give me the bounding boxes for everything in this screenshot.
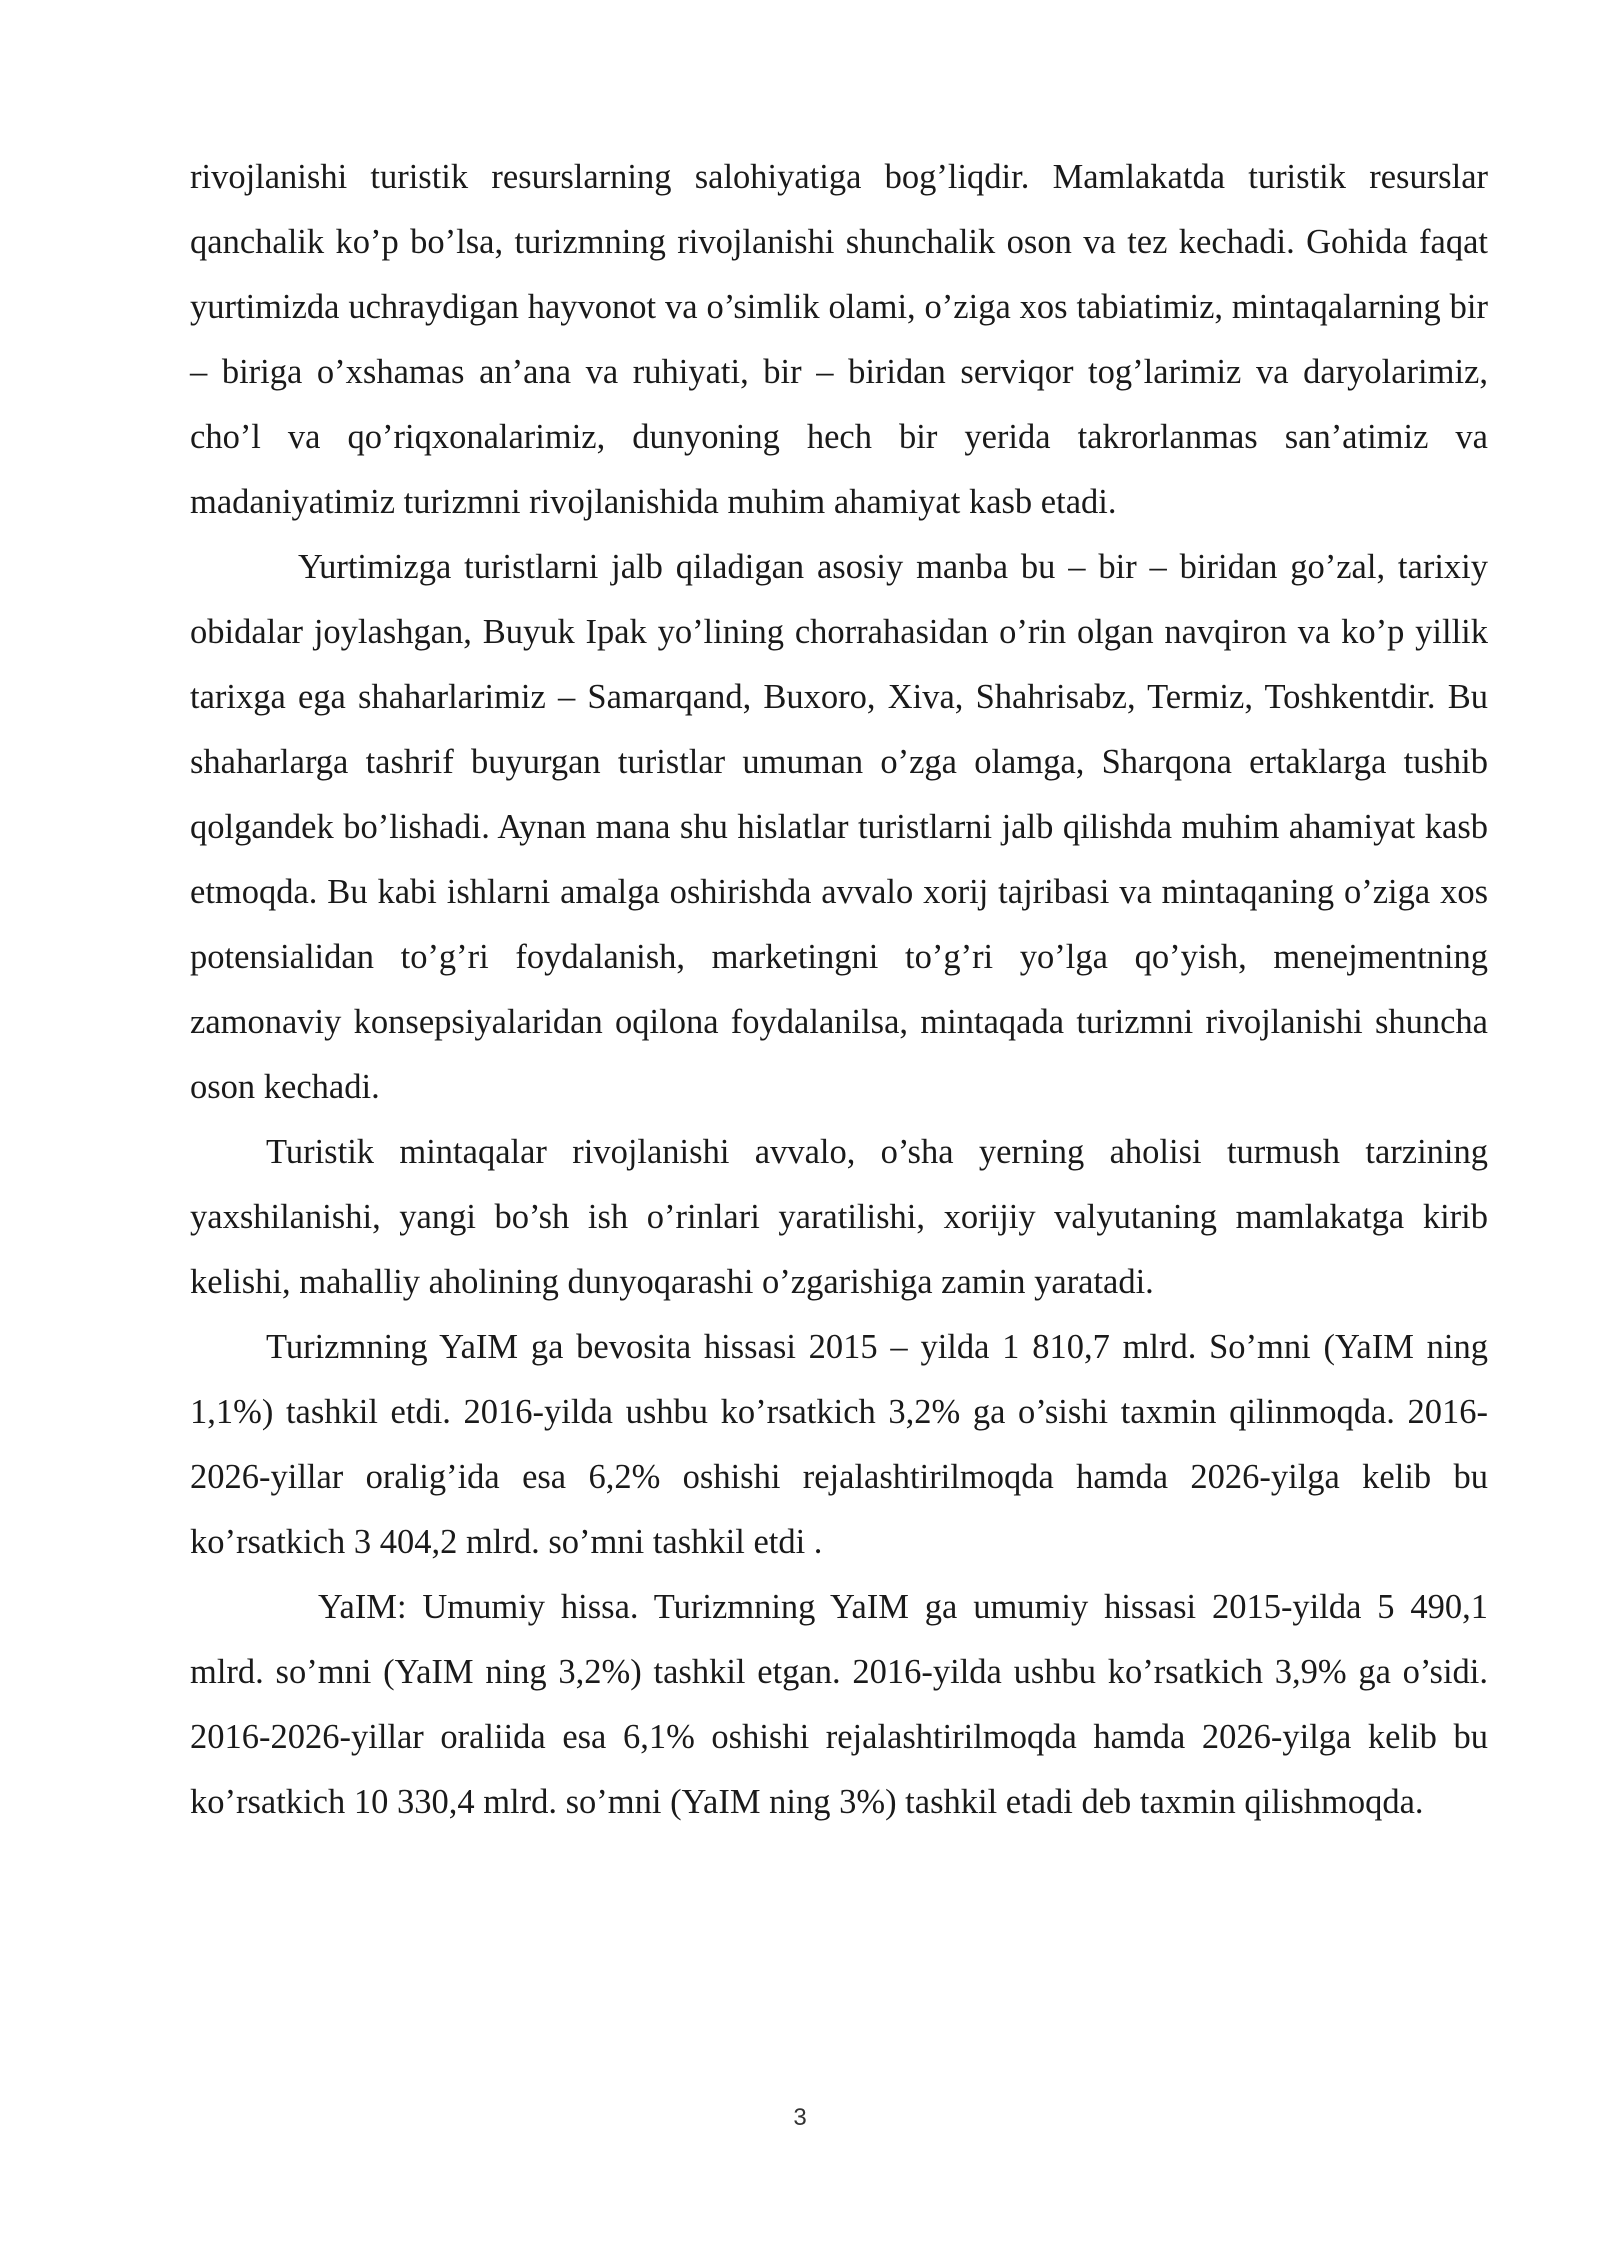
page-number: 3: [793, 2104, 807, 2131]
paragraph-3: Turistik mintaqalar rivojlanishi avvalo, o’sha yerning aholisi turmush tarzining yaxshilanishi, yangi bo’sh ish o’rinlari yaratilishi, xorijiy valyutaning mamlakatga kirib kelishi, mahalliy aholining dunyoqarashi o’zgarishiga zamin yaratadi.: [190, 1133, 1488, 1301]
paragraph-5: YaIM: Umumiy hissa. Turizmning YaIM ga umumiy hissasi 2015-yilda 5 490,1 mlrd. so’mni (YaIM ning 3,2%) tashkil etgan. 2016-yilda ushbu ko’rsatkich 3,9% ga o’sidi. 2016-2026-yillar oraliida esa 6,1% oshishi rejalashtirilmoqda hamda 2026-yilga kelib bu ko’rsatkich 10 330,4 mlrd. so’mni (YaIM ning 3%) tashkil etadi deb taxmin qilishmoqda.: [190, 1588, 1488, 1821]
document-page: [190, 145, 1488, 1835]
paragraph-4: Turizmning YaIM ga bevosita hissasi 2015 – yilda 1 810,7 mlrd. So’mni (YaIM ning 1,1%) tashkil etdi. 2016-yilda ushbu ko’rsatkich 3,2% ga o’sishi taxmin qilinmoqda. 2016-2026-yillar oralig’ida esa 6,2% oshishi rejalashtirilmoqda hamda 2026-yilga kelib bu ko’rsatkich 3 404,2 mlrd. so’mni tashkil etdi .: [190, 1328, 1488, 1561]
paragraph-1: rivojlanishi turistik resurslarning salohiyatiga bog’liqdir. Mamlakatda turistik resurslar qanchalik ko’p bo’lsa, turizmning rivojlanishi shunchalik oson va tez kechadi. Gohida faqat yurtimizda uchraydigan hayvonot va o’simlik olami, o’ziga xos tabiatimiz, mintaqalarning bir – biriga o’xshamas an’ana va ruhiyati, bir – biridan serviqor tog’larimiz va daryolarimiz, cho’l va qo’riqxonalarimiz, dunyoning hech bir yerida takrorlanmas san’atimiz va madaniyatimiz turizmni rivojlanishida muhim ahamiyat kasb etadi.: [190, 158, 1488, 521]
paragraph-2: Yurtimizga turistlarni jalb qiladigan asosiy manba bu – bir – biridan go’zal, tarixiy obidalar joylashgan, Buyuk Ipak yo’lining chorrahasidan o’rin olgan navqiron va ko’p yillik tarixga ega shaharlarimiz – Samarqand, Buxoro, Xiva, Shahrisabz, Termiz, Toshkentdir. Bu shaharlarga tashrif buyurgan turistlar umuman o’zga olamga, Sharqona ertaklarga tushib qolgandek bo’lishadi. Aynan mana shu hislatlar turistlarni jalb qilishda muhim ahamiyat kasb etmoqda. Bu kabi ishlarni amalga oshirishda avvalo xorij tajribasi va mintaqaning o’ziga xos potensialidan to’g’ri foydalanish, marketingni to’g’ri yo’lga qo’yish, menejmentning zamonaviy konsepsiyalaridan oqilona foydalanilsa, mintaqada turizmni rivojlanishi shuncha oson kechadi.: [190, 548, 1488, 1106]
